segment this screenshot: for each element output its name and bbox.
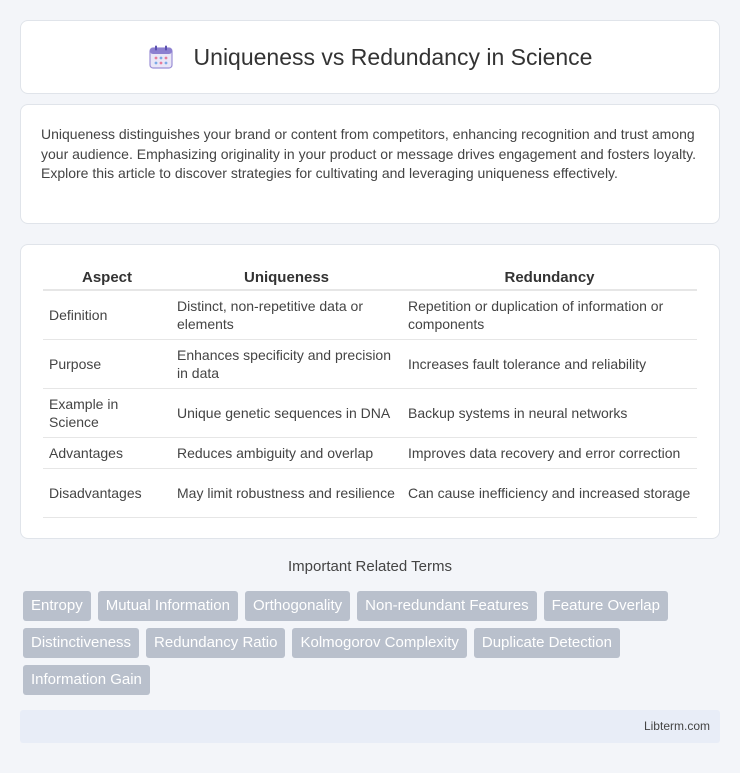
intro-text: Uniqueness distinguishes your brand or content from competitors, enhancing recognition and trust among your audience. Emphasizing originality in your product or message drives engagement and fosters loyalty. Explore this article to discover strategies for cultivating and leveraging uniqueness effectively. — [41, 126, 696, 181]
table-header-row — [43, 265, 697, 291]
table-row — [43, 389, 697, 438]
table-row — [43, 291, 697, 340]
tag-entropy[interactable]: Entropy — [23, 591, 91, 621]
table-cell: Enhances specificity and precision in data — [171, 340, 402, 389]
tag-non-redundant-features[interactable]: Non-redundant Features — [357, 591, 536, 621]
table-cell: May limit robustness and resilience — [171, 469, 402, 518]
table-cell: Advantages — [43, 438, 171, 469]
table-row — [43, 438, 697, 469]
table-cell: Increases fault tolerance and reliability — [402, 340, 697, 389]
header-redundancy: Redundancy — [402, 265, 697, 291]
table-cell: Can cause inefficiency and increased storage — [402, 469, 697, 518]
calendar-icon — [148, 44, 174, 70]
table-cell: Unique genetic sequences in DNA — [171, 389, 402, 438]
tag-orthogonality[interactable]: Orthogonality — [245, 591, 350, 621]
related-terms-title: Important Related Terms — [288, 558, 452, 575]
page-title: Uniqueness vs Redundancy in Science — [193, 43, 593, 70]
header-uniqueness: Uniqueness — [171, 265, 402, 291]
intro-card — [20, 104, 720, 224]
tag-mutual-information[interactable]: Mutual Information — [98, 591, 238, 621]
table-cell: Example in Science — [43, 389, 171, 438]
table-cell: Definition — [43, 291, 171, 340]
table-cell: Backup systems in neural networks — [402, 389, 697, 438]
comparison-table — [43, 265, 697, 518]
related-tags — [23, 591, 717, 695]
tag-distinctiveness[interactable]: Distinctiveness — [23, 628, 139, 658]
tag-feature-overlap[interactable]: Feature Overlap — [544, 591, 668, 621]
table-row — [43, 340, 697, 389]
header-aspect: Aspect — [43, 265, 171, 291]
table-cell: Purpose — [43, 340, 171, 389]
table-cell: Improves data recovery and error correction — [402, 438, 697, 469]
table-cell: Reduces ambiguity and overlap — [171, 438, 402, 469]
tag-kolmogorov-complexity[interactable]: Kolmogorov Complexity — [292, 628, 466, 658]
table-cell: Repetition or duplication of information or components — [402, 291, 697, 340]
table-cell: Disadvantages — [43, 469, 171, 518]
table-row — [43, 469, 697, 518]
tag-information-gain[interactable]: Information Gain — [23, 665, 150, 695]
comparison-card — [20, 244, 720, 539]
footer-site-link[interactable]: Libterm.com — [643, 719, 710, 733]
title-wrap — [148, 44, 593, 71]
header-card — [20, 20, 720, 94]
footer — [20, 710, 720, 743]
tag-redundancy-ratio[interactable]: Redundancy Ratio — [146, 628, 285, 658]
table-cell: Distinct, non-repetitive data or elements — [171, 291, 402, 340]
tag-duplicate-detection[interactable]: Duplicate Detection — [474, 628, 620, 658]
